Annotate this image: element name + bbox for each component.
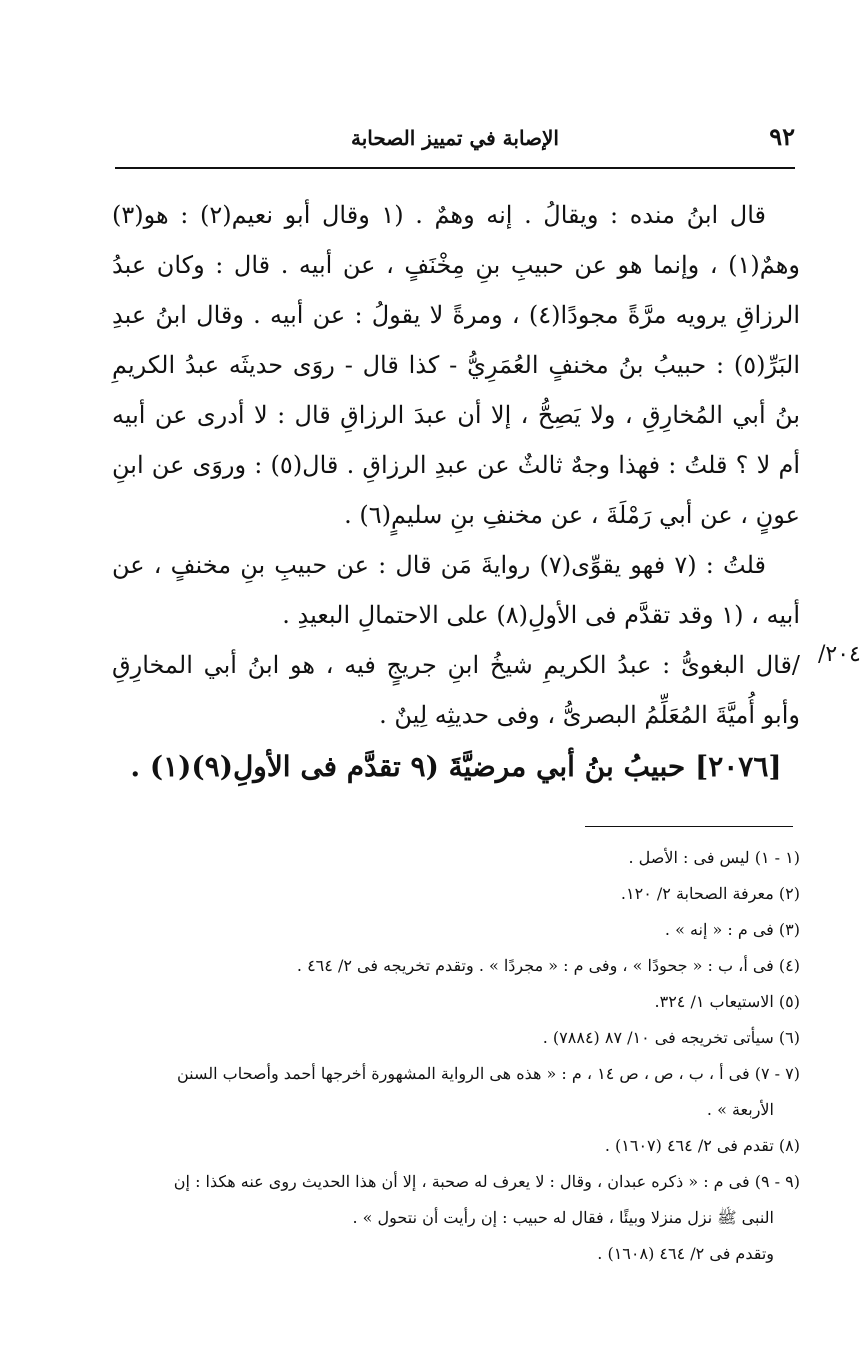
footnote-continuation: الأربعة » . [706, 1100, 774, 1119]
footnote-divider [585, 826, 793, 827]
footnote: (٦) سيأتى تخريجه فى ١٠/ ٨٧ (٧٨٨٤) . [542, 1028, 800, 1047]
footnotes [112, 840, 800, 1272]
footnote: (٩ - ٩) فى م : « ذكره عبدان ، وقال : لا يعرف له صحبة ، إلا أن هذا الحديث روى عنه هكذا : إن [173, 1172, 800, 1191]
paragraph: قال ابنُ منده : ويقالُ . إنه وهمٌ . (١ وقال أبو نعيم(٢) : هو(٣) وهمٌ(١) ، وإنما هو عن حبيبِ بنِ مِخْنَفٍ ، عن أبيه . قال : وكان عبدُ الرزاقِ يرويه مرَّةً مجودًا(٤) ، ومرةً لا يقولُ : عن أبيه . وقال ابنُ عبدِ البَرِّ(٥) : حبيبُ بنُ مخنفٍ العُمَرِيُّ - كذا قال - روَى حديثَه عبدُ الكريمِ بنُ أبي المُخارِقِ ، ولا يَصِحُّ ، إلا أن عبدَ الرزاقِ قال : لا أدرى عن أبيه أم لا ؟ قلتُ : فهذا وجهٌ ثالثٌ عن عبدِ الرزاقِ . قال(٥) : وروَى عن ابنِ عونٍ ، عن أبي رَمْلَةَ ، عن مخنفِ بنِ سليمٍ(٦) . [112, 201, 801, 529]
footnote: (٧ - ٧) فى أ ، ب ، ص ، ص ١٤ ، م : « هذه هى الرواية المشهورة أخرجها أحمد وأصحاب السنن [176, 1064, 800, 1083]
footnote: (٤) فى أ، ب : « جحودًا » ، وفى م : « مجردًا » . وتقدم تخريجه فى ٢/ ٤٦٤ . [296, 956, 800, 975]
main-text [112, 190, 800, 794]
header-divider [115, 167, 795, 169]
footnote: (٢) معرفة الصحابة ٢/ ١٢٠. [620, 884, 800, 903]
entry-heading: [٢٠٧٦] حبيبُ بنُ أبي مرضيَّةَ (٩ تقدَّم فى الأولِ(٩)(١) . [130, 750, 782, 783]
footnote: (٨) تقدم فى ٢/ ٤٦٤ (١٦٠٧) . [604, 1136, 800, 1155]
running-title: الإصابة في تمييز الصحابة [351, 126, 559, 150]
page-header [115, 118, 795, 158]
paragraph: قلتُ : (٧ فهو يقوِّى(٧) روايةَ مَن قال : عن حبيبِ بنِ مخنفٍ ، عن أبيه ، (١ وقد تقدَّم فى الأولِ(٨) على الاحتمالِ البعيدِ . [112, 551, 800, 629]
footnote-continuation: وتقدم فى ٢/ ٤٦٤ (١٦٠٨) . [597, 1244, 774, 1263]
page-number: ٩٢ [769, 122, 795, 151]
footnote: (١ - ١) ليس فى : الأصل . [628, 848, 800, 867]
footnote: (٣) فى م : « إنه » . [664, 920, 800, 939]
margin-reference: ٢٠٤/ [818, 642, 861, 667]
footnote-continuation: النبى ﷺ نزل منزلا وبيئًا ، فقال له حبيب : إن رأيت أن نتحول » . [352, 1208, 774, 1227]
footnote: (٥) الاستيعاب ١/ ٣٢٤. [654, 992, 800, 1011]
paragraph: /قال البغوىُّ : عبدُ الكريمِ شيخُ ابنِ جريجٍ فيه ، هو ابنُ أبي المخارِقِ وأبو أُميَّةَ المُعَلِّمُ البصرىُّ ، وفى حديثِه لِينٌ . [112, 651, 800, 729]
